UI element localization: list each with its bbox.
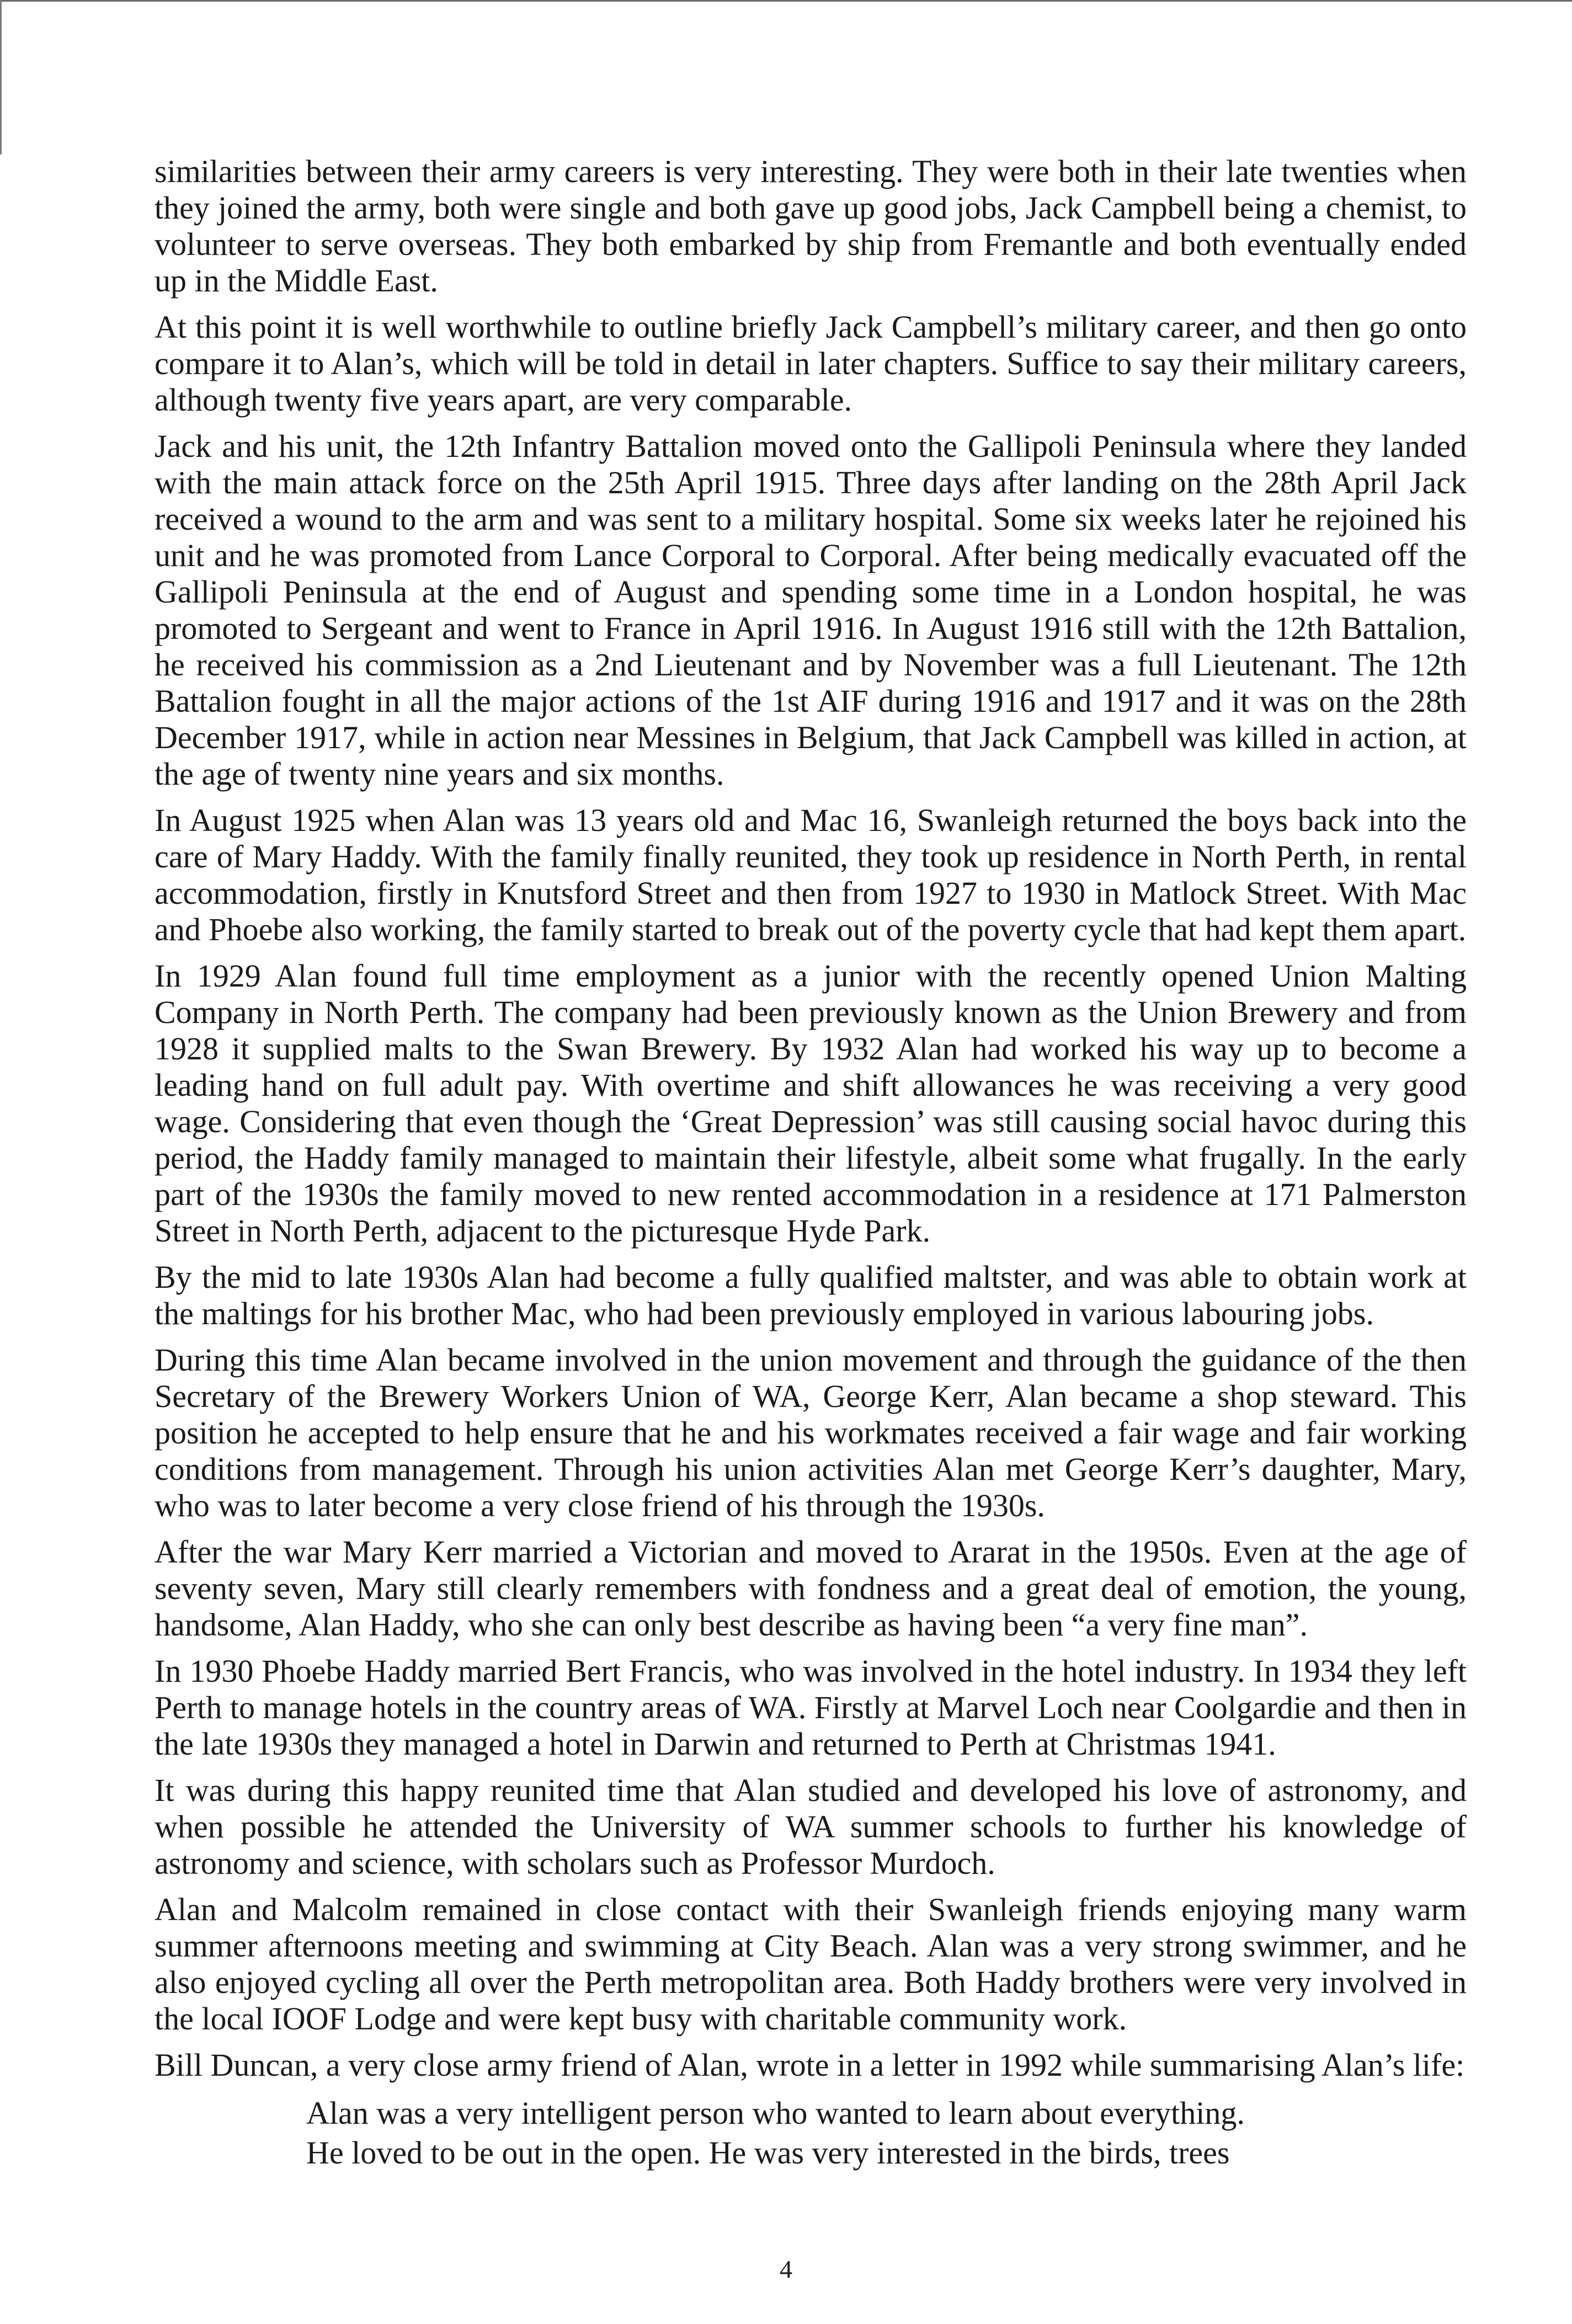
paragraph-astronomy: It was during this happy reunited time that Alan studied and developed his love of astronomy, and when possible he attended the University of WA summer schools to further his knowledge of astronomy and science, with scholars such as Professor Murdoch.: [154, 1772, 1467, 1881]
page-edge-top: [0, 0, 1572, 2]
paragraph-12th-battalion: Jack and his unit, the 12th Infantry Battalion moved onto the Gallipoli Peninsula where they landed with the main attack force on the 25th April 1915. Three days after landing on the 28th April Jack received a wound to the arm and was sent to a military hospital. Some six weeks later he rejoined his unit and he was promoted from Lance Corporal to Corporal. After being medically evacuated off the Gallipoli Peninsula at the end of August and spending some time in a London hospital, he was promoted to Sergeant and went to France in April 1916. In August 1916 still with the 12th Battalion, he received his commission as a 2nd Lieutenant and by November was a full Lieutenant. The 12th Battalion fought in all the major actions of the 1st AIF during 1916 and 1917 and it was on the 28th December 1917, while in action near Messines in Belgium, that Jack Campbell was killed in action, at the age of twenty nine years and six months.: [154, 428, 1467, 792]
paragraph-swanleigh-friends: Alan and Malcolm remained in close contact with their Swanleigh friends enjoying many warm summer afternoons meeting and swimming at City Beach. Alan was a very strong swimmer, and he also enjoyed cycling all over the Perth metropolitan area. Both Haddy brothers were very involved in the local IOOF Lodge and were kept busy with charitable community work.: [154, 1891, 1467, 2037]
paragraph-maltster: By the mid to late 1930s Alan had become a fully qualified maltster, and was able to obtain work at the maltings for his brother Mac, who had been previously employed in various labouring jobs.: [154, 1259, 1467, 1331]
paragraph-army-careers: similarities between their army careers is very interesting. They were both in their late twenties when they joined the army, both were single and both gave up good jobs, Jack Campbell being a chemist, to volunteer to serve overseas. They both embarked by ship from Fremantle and both eventually ended up in the Middle East.: [154, 153, 1467, 299]
page-edge-left: [0, 0, 2, 154]
paragraph-family-reunited: In August 1925 when Alan was 13 years old and Mac 16, Swanleigh returned the boys back into the care of Mary Haddy. With the family finally reunited, they took up residence in North Perth, in rental accommodation, firstly in Knutsford Street and then from 1927 to 1930 in Matlock Street. With Mac and Phoebe also working, the family started to break out of the poverty cycle that had kept them apart.: [154, 802, 1467, 947]
paragraph-bill-duncan: Bill Duncan, a very close army friend of Alan, wrote in a letter in 1992 while summarising Alan’s life:: [154, 2047, 1465, 2083]
paragraph-phoebe-haddy: In 1930 Phoebe Haddy married Bert Francis, who was involved in the hotel industry. In 1934 they left Perth to manage hotels in the country areas of WA. Firstly at Marvel Loch near Coolgardie and then in the late 1930s they managed a hotel in Darwin and returned to Perth at Christmas 1941.: [154, 1653, 1467, 1762]
paragraph-union-movement: During this time Alan became involved in the union movement and through the guidance of the then Secretary of the Brewery Workers Union of WA, George Kerr, Alan became a shop steward. This position he accepted to help ensure that he and his workmates received a fair wage and fair working conditions from management. Through his union activities Alan met George Kerr’s daughter, Mary, who was to later become a very close friend of his through the 1930s.: [154, 1342, 1467, 1523]
quote-line: Alan was a very intelligent person who wanted to learn about everything.: [306, 2095, 1245, 2131]
paragraph-campbell-outline: At this point it is well worthwhile to outline briefly Jack Campbell’s military career, and then go onto compare it to Alan’s, which will be told in detail in later chapters. Suffice to say their military careers, although twenty five years apart, are very comparable.: [154, 309, 1467, 418]
block-quote: [306, 2093, 1465, 2173]
paragraph-union-malting: In 1929 Alan found full time employment as a junior with the recently opened Union Malting Company in North Perth. The company had been previously known as the Union Brewery and from 1928 it supplied malts to the Swan Brewery. By 1932 Alan had worked his way up to become a leading hand on full adult pay. With overtime and shift allowances he was receiving a very good wage. Considering that even though the ‘Great Depression’ was still causing social havoc during this period, the Haddy family managed to maintain their lifestyle, albeit some what frugally. In the early part of the 1930s the family moved to new rented accommodation in a residence at 171 Palmerston Street in North Perth, adjacent to the picturesque Hyde Park.: [154, 958, 1467, 1249]
paragraph-mary-kerr: After the war Mary Kerr married a Victorian and moved to Ararat in the 1950s. Even at the age of seventy seven, Mary still clearly remembers with fondness and a great deal of emotion, the young, handsome, Alan Haddy, who she can only best describe as having been “a very fine man”.: [154, 1534, 1467, 1643]
quote-line: He loved to be out in the open. He was very interested in the birds, trees: [306, 2135, 1230, 2171]
page-number: 4: [780, 2255, 792, 2283]
page-body: [154, 153, 1467, 2173]
